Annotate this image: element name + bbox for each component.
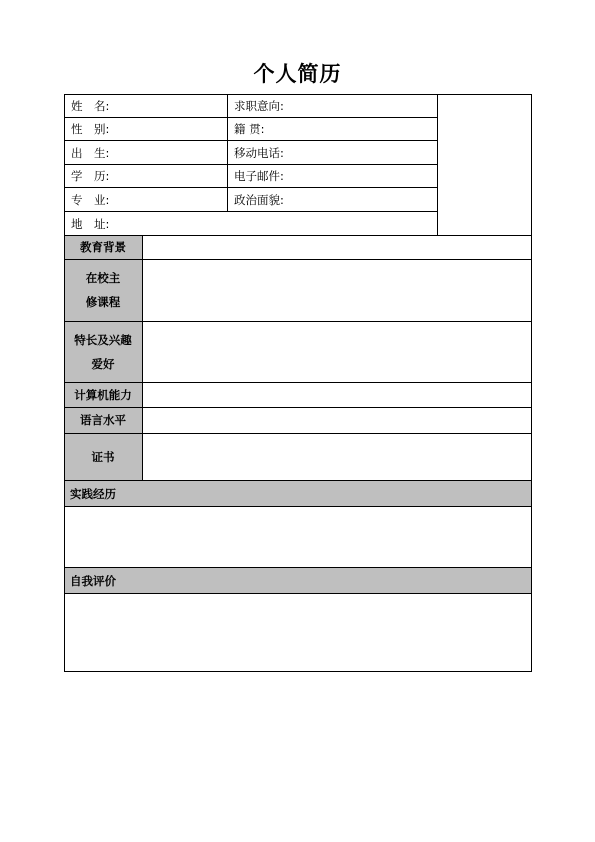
language-level-label: 语言水平 [80, 413, 126, 427]
main-courses-label-line1: 在校主 [85, 271, 121, 285]
skills-content [143, 321, 532, 382]
native-place-label: 籍 贯: [234, 122, 265, 136]
computer-skills-label: 计算机能力 [74, 388, 132, 402]
computer-skills-content [143, 382, 532, 407]
political-status-label: 政治面貌: [234, 193, 284, 207]
practice-experience-content [64, 506, 532, 567]
mobile-label: 移动电话: [234, 146, 284, 160]
language-level-content [143, 407, 532, 433]
education-background-content [143, 235, 532, 259]
education-background-label: 教育背景 [80, 240, 126, 254]
birth-label: 出 生: [71, 146, 110, 160]
certificates-content [143, 433, 532, 480]
skills-label-line1: 特长及兴趣 [74, 333, 132, 347]
page-title: 个人简历 [253, 62, 342, 86]
major-label: 专 业: [71, 193, 110, 207]
skills-label-line2: 爱好 [91, 357, 115, 371]
self-evaluation-content [64, 593, 532, 672]
practice-experience-header: 实践经历 [70, 487, 116, 501]
name-label: 姓 名: [71, 99, 110, 113]
gender-label: 性 别: [71, 122, 110, 136]
self-evaluation-header: 自我评价 [70, 574, 116, 588]
photo-box [438, 94, 532, 235]
main-courses-label-line2: 修课程 [85, 295, 121, 309]
main-courses-content [143, 259, 532, 321]
certificates-label: 证书 [91, 450, 115, 464]
education-label: 学 历: [71, 169, 110, 183]
email-label: 电子邮件: [234, 169, 284, 183]
resume-table [64, 94, 532, 672]
objective-label: 求职意向: [234, 99, 284, 113]
address-label: 地 址: [71, 217, 110, 231]
